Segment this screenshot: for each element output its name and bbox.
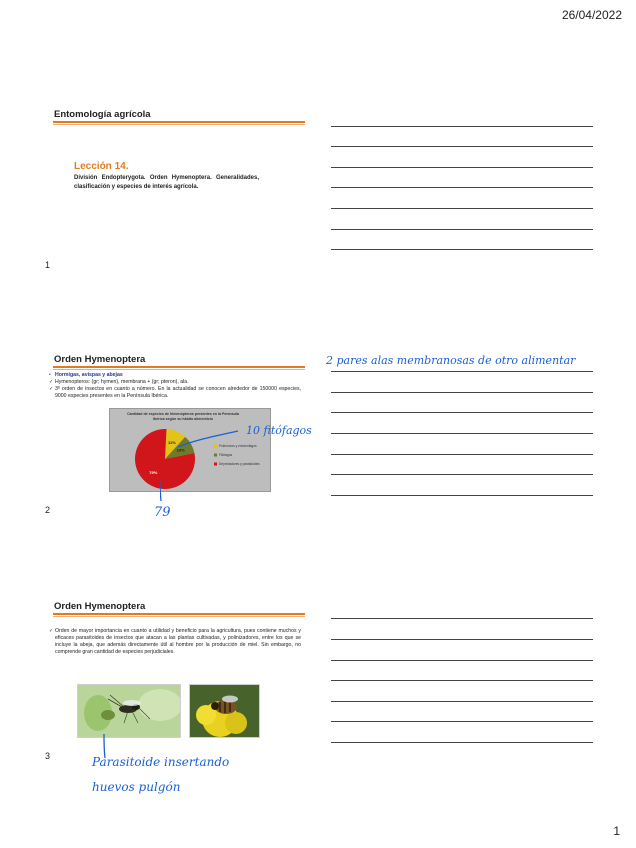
- pie-slice-label-3: 79%: [149, 470, 158, 476]
- slide3-number: 3: [45, 751, 51, 761]
- slide2-note-line: [331, 412, 593, 413]
- slide2-bullet-1: • Hormigas, avispas y abejas: [49, 372, 301, 379]
- slide3-bullet-1: ✓ Orden de mayor importancia en cuanto a utilidad y beneficio para la agricultura, pues contiene muchos y eficaces parasitoides de insectos que atacan a las plantas cultivadas, y polinizadores, entre los que se incluye la abeja, que además directamente útil al hombre por la producción de miel. Sin embargo, no comprende gran cantidad de especies perjudiciales.: [49, 628, 301, 656]
- document-date: 26/04/2022: [561, 8, 622, 22]
- slide1-number: 1: [45, 260, 51, 270]
- handwritten-note-parasitoid: Parasitoide insertando: [92, 755, 230, 769]
- slide1-note-line: [331, 229, 593, 230]
- slide2-note-line: [331, 495, 593, 496]
- slide3-note-line: [331, 680, 593, 681]
- slide1-subtitle: División Endopterygota. Orden Hymenoptera. Generalidades, clasificación y especies de interés agrícola.: [74, 175, 259, 190]
- handwritten-note-phytophagous: 10 fitófagos: [246, 424, 312, 437]
- slide2-note-line: [331, 392, 593, 393]
- slide2-title: Orden Hymenoptera: [54, 354, 146, 365]
- slide2-title-subrule: [53, 369, 305, 370]
- chart-title: Cantidad de especies de himenópteros presentes en la Península Ibérica según su hábito alimenticio: [127, 412, 239, 421]
- slide3-title-subrule: [53, 616, 305, 617]
- slide1-note-line: [331, 146, 593, 147]
- legend-label-2: Fitófagos: [219, 453, 233, 457]
- handwritten-note-aphid-eggs: huevos pulgón: [92, 780, 181, 794]
- slide3-title-rule: [53, 613, 305, 615]
- slide2-bullet-list: [49, 372, 301, 400]
- slide2-number: 2: [45, 505, 51, 515]
- slide1-note-line: [331, 249, 593, 250]
- slide2-note-line: [331, 474, 593, 475]
- slide3-bullet-list: [49, 628, 301, 656]
- slide2-note-line: [331, 454, 593, 455]
- slide1-title-rule: [53, 121, 305, 123]
- slide3-note-line: [331, 660, 593, 661]
- slide1-note-line: [331, 167, 593, 168]
- slide2-bullet-2: ✓ Hymenopteros: (gr; hymen), membrana + (gr; pteron), ala.: [49, 379, 301, 386]
- handwritten-arrow: [160, 425, 240, 505]
- slide3-note-line: [331, 701, 593, 702]
- bee-flower-photo: [189, 684, 260, 738]
- slide1-title-subrule: [53, 124, 305, 125]
- slide1-note-line: [331, 187, 593, 188]
- slide3-title: Orden Hymenoptera: [54, 601, 146, 612]
- legend-label-1: Polinívoros y entomófagos: [219, 444, 257, 448]
- slide1-title: Entomología agrícola: [54, 109, 151, 120]
- parasitoid-aphid-photo: [77, 684, 181, 738]
- slide3-note-line: [331, 721, 593, 722]
- pie-slice-label-1: 11%: [168, 439, 176, 445]
- handwritten-note-79: 79: [154, 505, 171, 520]
- slide3-note-line: [331, 618, 593, 619]
- slide2-title-rule: [53, 366, 305, 368]
- slide2-note-line: [331, 433, 593, 434]
- slide1-note-line: [331, 208, 593, 209]
- slide1-note-line: [331, 126, 593, 127]
- page-number: 1: [613, 824, 620, 838]
- slide1-lesson-heading: Lección 14.: [74, 161, 129, 172]
- handwritten-note-wings: 2 pares alas membranosas de otro alimentar: [326, 354, 576, 367]
- slide3-note-line: [331, 742, 593, 743]
- pie-slice-label-2: 10%: [176, 447, 185, 453]
- slide3-note-line: [331, 639, 593, 640]
- slide2-bullet-3: ✓ 3º orden de insectos en cuanto a número. En la actualidad se conocen alrededor de 150000 especies, 9000 especies presentes en la Península Ibérica.: [49, 386, 301, 400]
- slide2-note-line: [331, 371, 593, 372]
- legend-label-3: Depredadores y parasitoides: [219, 462, 260, 466]
